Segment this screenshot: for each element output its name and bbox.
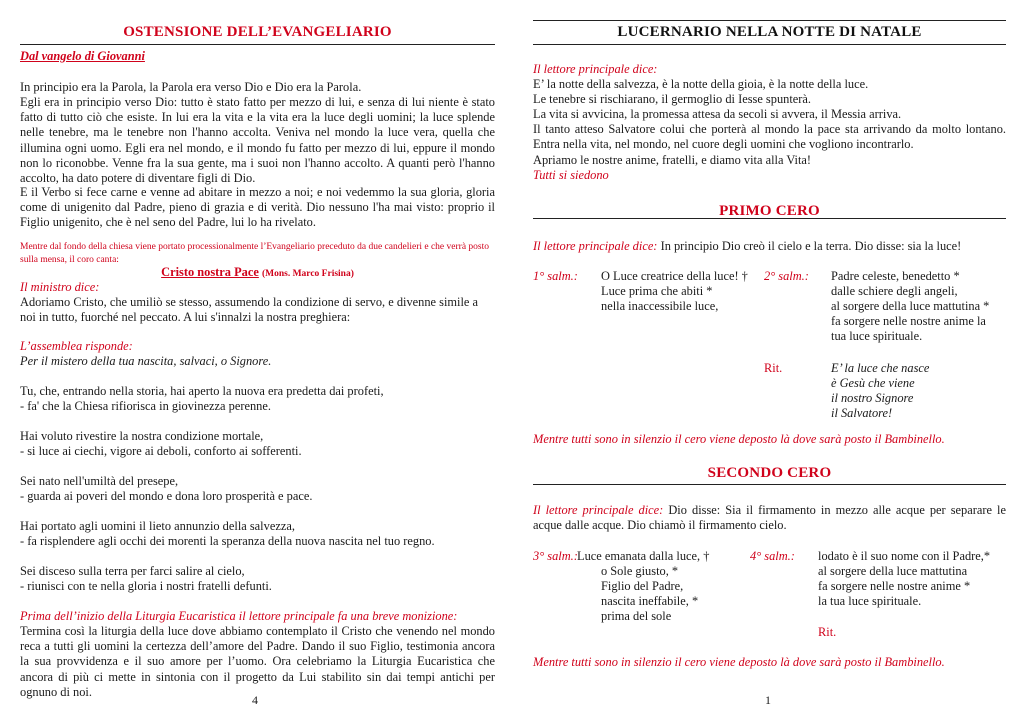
psalm3-line-2: o Sole giusto, * — [601, 564, 679, 578]
intro-line-5: Apriamo le nostre anime, fratelli, e diamo vita alla Vita! — [533, 153, 812, 167]
title-rule — [533, 44, 1006, 45]
top-rule — [533, 20, 1006, 21]
minister-text: Adoriamo Cristo, che umiliò se stesso, assumendo la condizione di servo, e divenne simile a noi in tutto, fuorché nel peccato. A lui s'innalzi la nostra preghiera: — [20, 295, 479, 325]
right-page-title: LUCERNARIO NELLA NOTTE DI NATALE — [617, 24, 922, 40]
all-sit-rubric: Tutti si siedono — [533, 168, 609, 182]
intro-line-3: La vita si avvicina, la promessa attesa da secoli si avvera, il Messia arriva. — [533, 107, 902, 121]
rubric-procession: Mentre dal fondo della chiesa viene portato processionalmente l’Evangeliario preceduto da due candelieri e che verrà posto sulla mensa, il coro canta: — [20, 242, 489, 265]
psalm2-line-3: al sorgere della luce mattutina * — [831, 299, 990, 313]
psalm2-line-4: fa sorgere nelle nostre anime la — [831, 314, 986, 328]
page-number-left: 4 — [252, 693, 258, 707]
rit-label: Rit. — [764, 361, 783, 375]
page-number-right: 1 — [765, 693, 771, 707]
intro-line-4: Il tanto atteso Salvatore colui che porterà al mondo la pace sta arrivando da molto lontano. Entra nella vita, nel mondo, nel cuore degli uomini che vogliono incontrarlo. — [533, 122, 1006, 152]
rubric-first-candle: Mentre tutti sono in silenzio il cero viene deposto là dove sarà posto il Bambinello. — [533, 432, 945, 446]
second-reader-text: Dio disse: Sia il firmamento in mezzo alle acque per separare le acque dalle acque. Dio chiamò il firmamento cielo. — [533, 503, 1006, 533]
gospel-paragraph-2: E il Verbo si fece carne e venne ad abitare in mezzo a noi; e noi vedemmo la sua gloria, gloria come di unigenito dal Padre, pieno di grazia e di verità. Dio nessuno l'ha mai visto: proprio il Figlio unigenito, che è nel seno del Padre, lui lo ha rivelato. — [20, 185, 495, 230]
monition-text: Termina così la liturgia della luce dove abbiamo contemplato il Cristo che venendo nel mondo reca a tutti gli uomini la certezza dell’amore del Padre. Dando il suo Figlio, testimonia ancora la sua provvidenza e il suo amore per l’uomo. Ora celebriamo la Liturgia Eucaristica che ancora di più ci mette in sintonia con il progetto da Lui stabilito sin dai tempi antichi per ognuno di noi. — [20, 624, 495, 699]
psalm4-line-1: lodato è il suo nome con il Padre,* — [818, 549, 991, 563]
gospel-line-1: In principio era la Parola, la Parola era verso Dio e Dio era la Parola. — [20, 80, 362, 94]
first-reader-text: In principio Dio creò il cielo e la terra. Dio disse: sia la luce! — [660, 239, 962, 253]
psalm4-label: 4° salm.: — [750, 549, 795, 563]
invocation-2: Hai voluto rivestire la nostra condizione mortale, — [20, 429, 264, 443]
reader-label: Il lettore principale dice: — [533, 62, 658, 76]
minister-label: Il ministro dice: — [20, 280, 100, 294]
psalm3-line-3: Figlio del Padre, — [601, 579, 684, 593]
song-title — [20, 265, 495, 280]
first-reader-label: Il lettore principale dice: — [533, 239, 658, 253]
psalm1-line-1: O Luce creatrice della luce! † — [601, 269, 748, 283]
left-page-title: OSTENSIONE DELL’EVANGELIARIO — [123, 24, 392, 40]
rubric-monition: Prima dell’inizio della Liturgia Eucaristica il lettore principale fa una breve monizione: — [20, 609, 458, 623]
song-name: Cristo nostra Pace — [161, 265, 259, 279]
assembly-label: L’assemblea risponde: — [20, 339, 133, 353]
psalm3-line-5: prima del sole — [601, 609, 672, 623]
psalm1-line-2: Luce prima che abiti * — [601, 284, 713, 298]
section-rule-2 — [533, 484, 1006, 485]
psalm2-line-5: tua luce spirituale. — [831, 329, 923, 343]
rit-line-2: è Gesù che viene — [831, 376, 915, 390]
invocation-1: Tu, che, entrando nella storia, hai aperto la nuova era predetta dai profeti, — [20, 384, 384, 398]
psalm4-line-2: al sorgere della luce mattutina — [818, 564, 968, 578]
psalm2-line-1: Padre celeste, benedetto * — [831, 269, 960, 283]
psalm3-line-1: Luce emanata dalla luce, † — [577, 549, 710, 563]
assembly-response: Per il mistero della tua nascita, salvaci, o Signore. — [20, 354, 272, 368]
rit-line-1: E’ la luce che nasce — [831, 361, 930, 375]
psalm1-line-3: nella inaccessibile luce, — [601, 299, 719, 313]
gospel-paragraph: Egli era in principio verso Dio: tutto è stato fatto per mezzo di lui, e senza di lui niente è stato fatto di tutto ciò che esiste. In lui era la vita e la vita era la luce degli uomini; la luce splende nelle tenebre, ma le tenebre non l'hanno accolta. Veniva nel mondo la luce vera, quella che illumina ogni uomo. Egli era nel mondo, e il mondo fu fatto per mezzo di lui, eppure il mondo non lo riconobbe. Venne fra la sua gente, ma i suoi non l'hanno accolto. A quanti però l'hanno accolto, ha dato potere di diventare figli di Dio. — [20, 95, 495, 186]
second-candle-title: SECONDO CERO — [707, 465, 832, 481]
invocation-5: Sei disceso sulla terra per farci salire al cielo, — [20, 564, 245, 578]
intro-line-1: E’ la notte della salvezza, è la notte della gioia, è la notte della luce. — [533, 77, 869, 91]
invocation-2-response: - si luce ai ciechi, vigore ai deboli, conforto ai sofferenti. — [20, 444, 302, 458]
psalm1-label: 1° salm.: — [533, 269, 578, 283]
psalm4-line-3: fa sorgere nelle nostre anime * — [818, 579, 971, 593]
psalm2-line-2: dalle schiere degli angeli, — [831, 284, 958, 298]
invocation-4: Hai portato agli uomini il lieto annunzio della salvezza, — [20, 519, 295, 533]
intro-line-2: Le tenebre si rischiarano, il germoglio di Iesse spunterà. — [533, 92, 812, 106]
first-candle-title: PRIMO CERO — [719, 203, 820, 219]
title-rule — [20, 44, 495, 45]
rit2-label: Rit. — [818, 625, 837, 639]
rit-line-4: il Salvatore! — [831, 406, 893, 420]
rit-line-3: il nostro Signore — [831, 391, 914, 405]
psalm2-label: 2° salm.: — [764, 269, 809, 283]
invocation-1-response: - fa' che la Chiesa rifiorisca in giovinezza perenne. — [20, 399, 271, 413]
gospel-source: Dal vangelo di Giovanni — [20, 49, 145, 63]
invocation-3: Sei nato nell'umiltà del presepe, — [20, 474, 179, 488]
invocation-3-response: - guarda ai poveri del mondo e dona loro prosperità e pace. — [20, 489, 313, 503]
invocation-5-response: - riunisci con te nella gloria i nostri fratelli defunti. — [20, 579, 272, 593]
second-reader-label: Il lettore principale dice: — [533, 503, 664, 517]
second-reader-line — [533, 503, 1006, 533]
rubric-second-candle: Mentre tutti sono in silenzio il cero viene deposto là dove sarà posto il Bambinello. — [533, 655, 945, 669]
psalm4-line-4: la tua luce spirituale. — [818, 594, 922, 608]
invocation-4-response: - fa risplendere agli occhi dei morenti la speranza della nuova nascita nel tuo regno. — [20, 534, 435, 548]
song-author: (Mons. Marco Frisina) — [261, 269, 354, 279]
psalm3-line-4: nascita ineffabile, * — [601, 594, 699, 608]
first-reader-line — [533, 239, 1006, 254]
psalm3-label: 3° salm.: — [533, 549, 578, 563]
